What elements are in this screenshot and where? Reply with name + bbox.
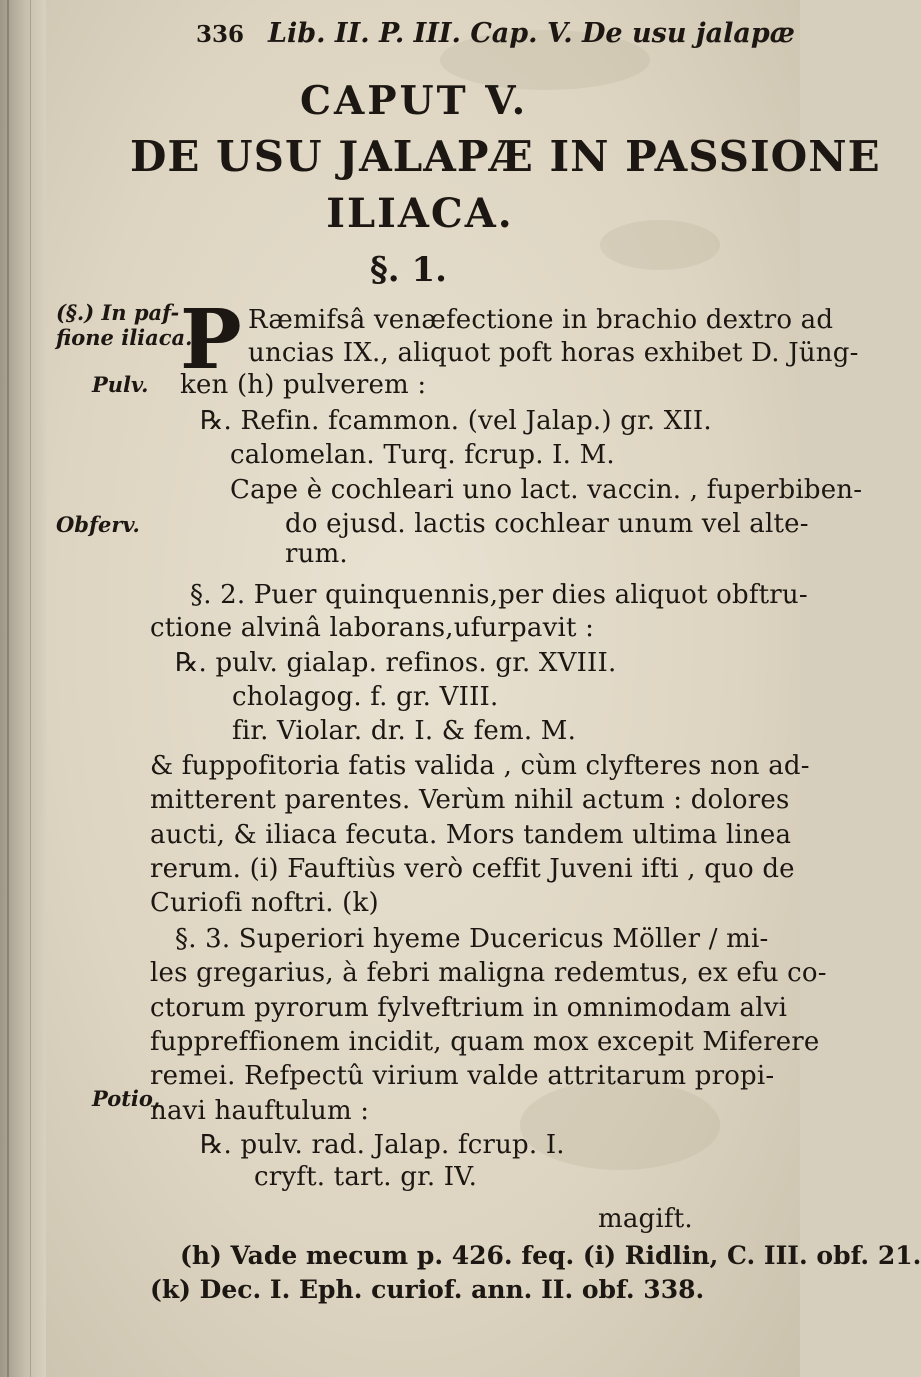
text-line: rerum. (i) Fauftiùs verò ceffit Juveni ifti , quo de <box>150 854 795 884</box>
page-gutter <box>0 0 46 1377</box>
text-line: §. 3. Superiori hyeme Ducericus Möller / mi- <box>175 924 769 954</box>
text-line: do ejusd. lactis cochlear unum vel alte- <box>285 509 809 539</box>
text-line: ctione alvinâ laborans,ufurpavit : <box>150 613 595 643</box>
margin-note-obferv: Obferv. <box>56 512 140 537</box>
section-1-heading: §. 1. <box>370 250 447 290</box>
chapter-title-line-1: DE USU JALAPÆ IN PASSIONE <box>130 132 881 181</box>
text-line: Curiofi noftri. (k) <box>150 888 379 918</box>
text-line: navi hauftulum : <box>150 1096 370 1126</box>
chapter-title-line-2: ILIACA. <box>326 190 514 237</box>
paper-stain <box>600 220 720 270</box>
margin-note-pulv: Pulv. <box>92 372 149 397</box>
margin-note-potio: Potio, <box>92 1086 161 1111</box>
running-head-text: Lib. II. P. III. Cap. V. De usu jalapæ <box>268 18 795 49</box>
text-line: calomelan. Turq. fcrup. I. M. <box>230 440 615 470</box>
text-line: Cape è cochleari uno lact. vaccin. , fuperbiben- <box>230 475 863 505</box>
text-line: cholagog. f. gr. VIII. <box>232 682 499 712</box>
text-line: rum. <box>285 539 348 569</box>
footnote-line: (k) Dec. I. Eph. curiof. ann. II. obf. 338. <box>150 1275 705 1304</box>
text-line: magift. <box>598 1204 693 1234</box>
footnote-line: (h) Vade mecum p. 426. feq. (i) Ridlin, C. III. obf. 21. <box>180 1241 921 1270</box>
text-line: ℞. Refin. fcammon. (vel Jalap.) gr. XII. <box>200 406 712 436</box>
text-line: ℞. pulv. gialap. refinos. gr. XVIII. <box>175 648 617 678</box>
text-line: mitterent parentes. Verùm nihil actum : dolores <box>150 785 790 815</box>
margin-note-line: fione iliaca. <box>56 325 193 350</box>
text-line: cryft. tart. gr. IV. <box>254 1162 478 1192</box>
chapter-heading: CAPUT V. <box>300 78 529 124</box>
text-line: ken (h) pulverem : <box>180 370 427 400</box>
text-line: ctorum pyrorum fylveftrium in omnimodam alvi <box>150 993 788 1023</box>
text-line: ℞. pulv. rad. Jalap. fcrup. I. <box>200 1130 565 1160</box>
running-head <box>196 18 795 62</box>
text-line: fuppreffionem incidit, quam mox excepit Miferere <box>150 1027 820 1057</box>
text-line: & fuppofitoria fatis valida , cùm clyfteres non ad- <box>150 751 810 781</box>
gutter-edge-line <box>30 0 31 1377</box>
text-line: remei. Refpectû virium valde attritarum propi- <box>150 1061 775 1091</box>
text-line: fir. Violar. dr. I. & fem. M. <box>232 716 577 746</box>
gutter-edge-line <box>7 0 9 1377</box>
drop-capital: P <box>180 292 242 388</box>
text-line: §. 2. Puer quinquennis,per dies aliquot obftru- <box>190 580 808 610</box>
margin-note-line: (§.) In paf- <box>56 300 180 325</box>
text-line: aucti, & iliaca fecuta. Mors tandem ultima linea <box>150 820 792 850</box>
page-number: 336 <box>196 21 245 48</box>
text-line: Ræmifsâ venæfectione in brachio dextro ad <box>248 305 834 335</box>
text-line: uncias IX., aliquot poft horas exhibet D. Jüng- <box>248 338 859 368</box>
text-line: les gregarius, à febri maligna redemtus, ex efu co- <box>150 958 827 988</box>
margin-note-iliaca <box>56 300 192 350</box>
